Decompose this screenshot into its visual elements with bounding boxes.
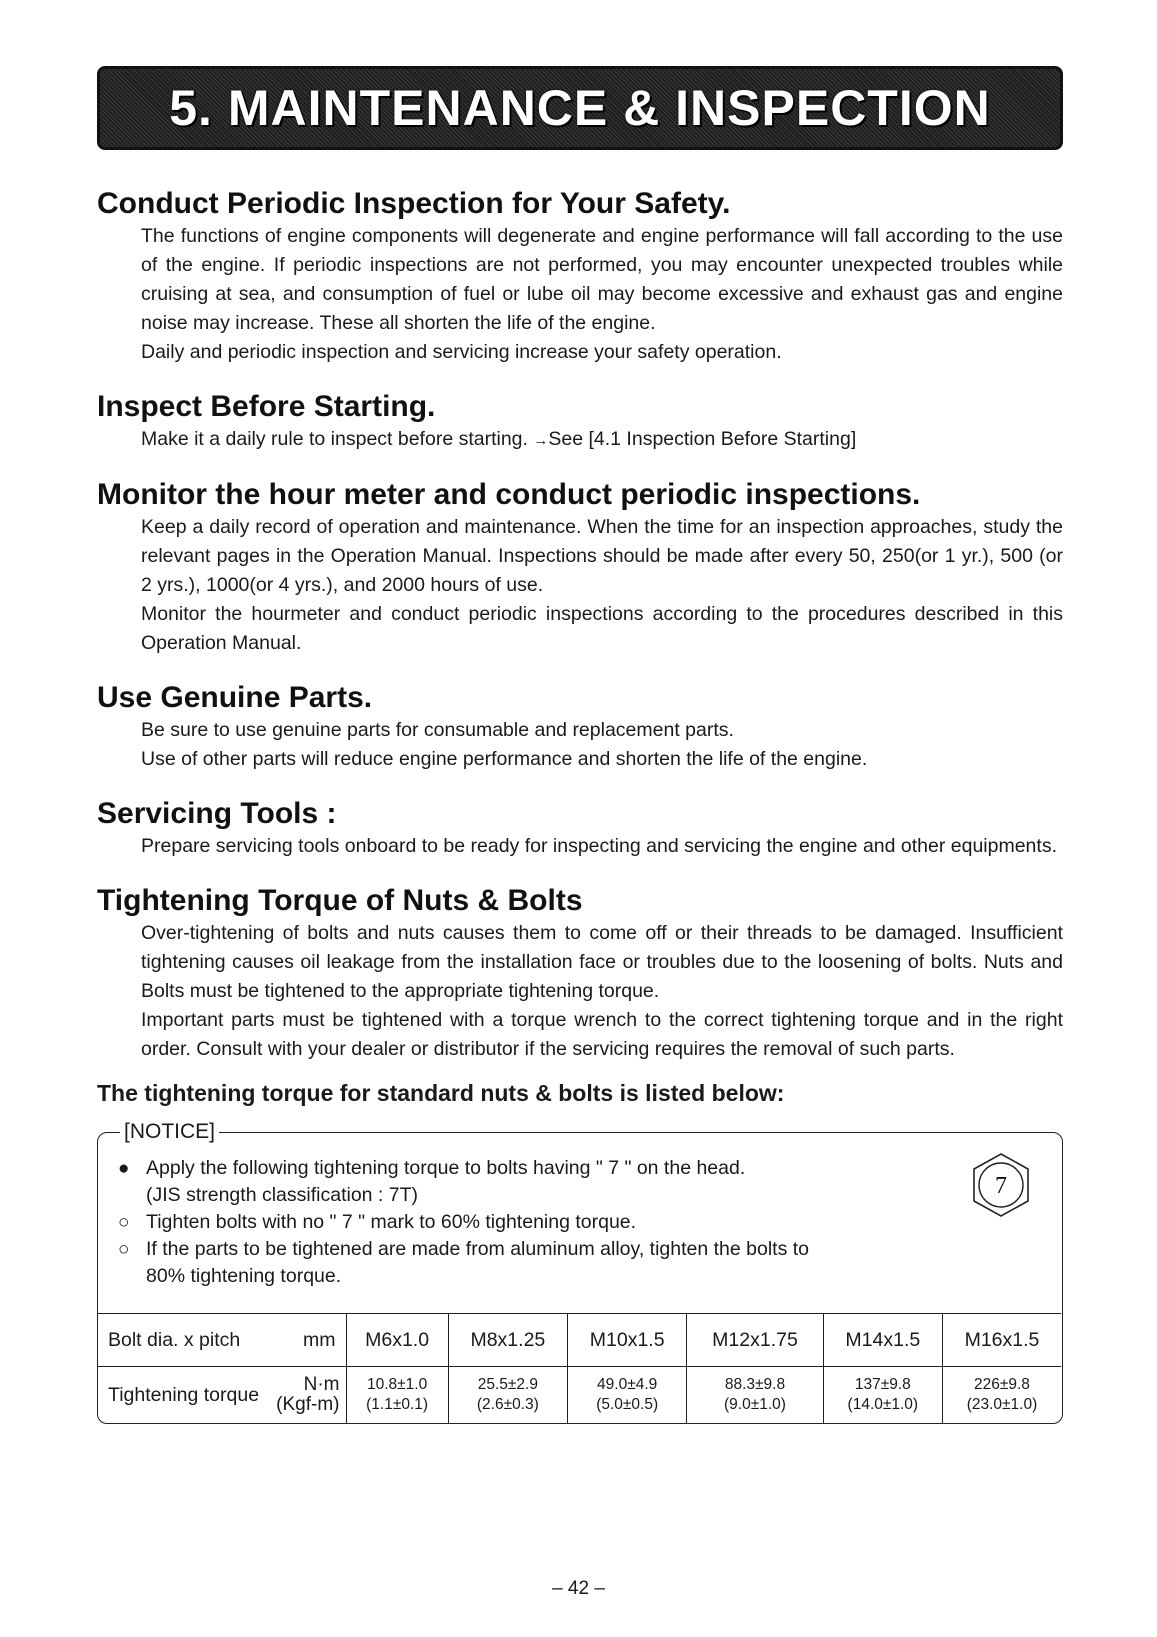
heading-periodic-inspection: Conduct Periodic Inspection for Your Safety. [97, 187, 731, 220]
paragraph: Use of other parts will reduce engine performance and shorten the life of the engine. [141, 748, 868, 770]
notice-item [118, 1155, 998, 1182]
paragraph: Daily and periodic inspection and servicing increase your safety operation. [141, 341, 782, 363]
paragraph: Be sure to use genuine parts for consumable and replacement parts. [141, 719, 734, 741]
page-number: – 42 – [552, 1578, 605, 1599]
torque-table-subheading: The tightening torque for standard nuts & bolts is listed below: [97, 1080, 785, 1106]
heading-hour-meter: Monitor the hour meter and conduct periodic inspections. [97, 478, 921, 511]
open-circle-icon: ○ [118, 1239, 130, 1260]
table-cell: M8x1.25 [448, 1314, 567, 1367]
notice-list [118, 1155, 998, 1290]
table-cell: 10.8±1.0 (1.1±0.1) [346, 1367, 448, 1424]
table-cell: M14x1.5 [823, 1314, 942, 1367]
table-cell: M10x1.5 [568, 1314, 687, 1367]
row-label: Bolt dia. x pitch [108, 1328, 241, 1351]
see-reference-link: See [4.1 Inspection Before Starting] [548, 428, 857, 450]
table-cell: M6x1.0 [346, 1314, 448, 1367]
filled-circle-icon: ● [118, 1158, 130, 1179]
paragraph: The functions of engine components will degenerate and engine performance will fall according to the use of the engine. If periodic inspections are not performed, you may encounter unexpected troubles while cruising at sea, and consumption of fuel or lube oil may become excessive and exhaust gas and engine noise may increase. These all shorten the life of the engine. [141, 225, 1063, 334]
table-cell [98, 1314, 346, 1367]
section-banner [97, 66, 1063, 150]
notice-item [118, 1209, 998, 1236]
table-cell: 88.3±9.8 (9.0±1.0) [687, 1367, 823, 1424]
table-cell: M16x1.5 [942, 1314, 1061, 1367]
table-cell [98, 1367, 346, 1424]
unit-label: N·m [303, 1374, 340, 1395]
table-cell: M12x1.75 [687, 1314, 823, 1367]
content [97, 186, 1063, 1424]
notice-text: If the parts to be tightened are made from aluminum alloy, tighten the bolts to [146, 1238, 810, 1260]
paragraph: Prepare servicing tools onboard to be ready for inspecting and servicing the engine and other equipments. [141, 835, 1057, 857]
notice-label: [NOTICE] [120, 1118, 219, 1146]
heading-inspect-before-starting: Inspect Before Starting. [97, 390, 436, 423]
table-cell: 25.5±2.9 (2.6±0.3) [448, 1367, 567, 1424]
unit-label: mm [303, 1328, 336, 1351]
paragraph-with-reference [141, 425, 1063, 455]
heading-servicing-tools: Servicing Tools : [97, 797, 337, 830]
torque-table [98, 1313, 1061, 1423]
heading-tightening-torque: Tightening Torque of Nuts & Bolts [97, 884, 583, 917]
notice-subtext: 80% tightening torque. [146, 1265, 342, 1287]
paragraph-text: Make it a daily rule to inspect before starting. [141, 428, 534, 450]
table-row [98, 1314, 1061, 1367]
notice-subtext: (JIS strength classification : 7T) [146, 1184, 419, 1206]
bolt-head-number: 7 [995, 1173, 1007, 1199]
table-cell: 49.0±4.9 (5.0±0.5) [568, 1367, 687, 1424]
heading-genuine-parts: Use Genuine Parts. [97, 681, 373, 714]
open-circle-icon: ○ [118, 1212, 130, 1233]
arrow-right-icon: → [533, 432, 549, 449]
page-title: 5. MAINTENANCE & INSPECTION [169, 80, 991, 136]
row-label: Tightening torque [108, 1383, 260, 1406]
notice-box [97, 1120, 1063, 1424]
notice-item [118, 1236, 998, 1263]
table-cell: 137±9.8 (14.0±1.0) [823, 1367, 942, 1424]
notice-text: Apply the following tightening torque to bolts having " 7 " on the head. [146, 1157, 746, 1179]
paragraph: Keep a daily record of operation and maintenance. When the time for an inspection approaches, study the relevant pages in the Operation Manual. Inspections should be made after every 50, 250(or 1 yr.), 500 (or 2 yrs.), 1000(or 4 yrs.), and 2000 hours of use. [141, 516, 1063, 596]
paragraph: Monitor the hourmeter and conduct periodic inspections according to the procedures described in this Operation Manual. [141, 603, 1063, 654]
table-cell: 226±9.8 (23.0±1.0) [942, 1367, 1061, 1424]
table-row [98, 1367, 1061, 1424]
paragraph: Over-tightening of bolts and nuts causes them to come off or their threads to be damaged. Insufficient tightening causes oil leakage from the installation face or troubles due to the loosening of bolts. Nuts and Bolts must be tightened to the appropriate tightening torque. [141, 922, 1063, 1002]
unit-label: (Kgf-m) [276, 1394, 340, 1415]
notice-text: Tighten bolts with no " 7 " mark to 60% tightening torque. [146, 1211, 637, 1233]
paragraph: Important parts must be tightened with a torque wrench to the correct tightening torque and in the right order. Consult with your dealer or distributor if the servicing requires the removal of such parts. [141, 1009, 1063, 1060]
